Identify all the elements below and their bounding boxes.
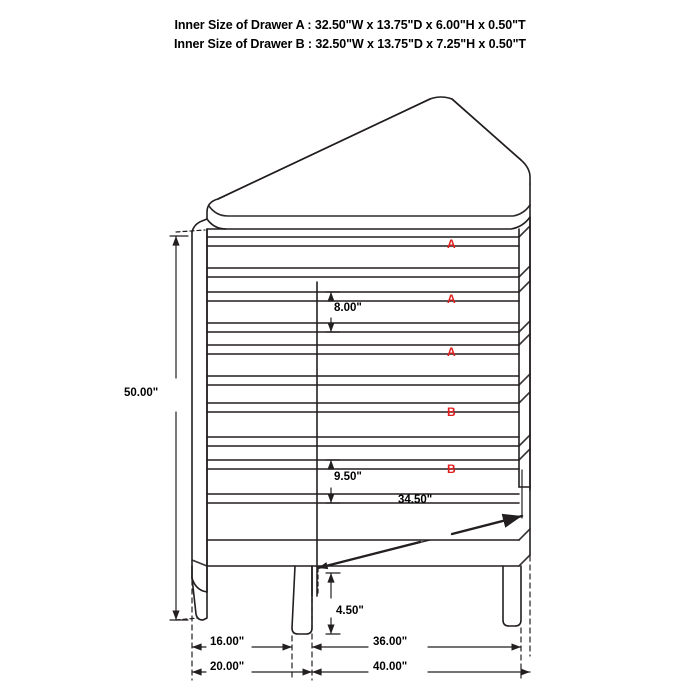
drawer-label: B [447,462,456,476]
dimension-overall-height: 50.00" [124,387,159,399]
drawer-label: A [447,292,456,306]
dimension-side-depth: 16.00" [210,636,245,648]
drawer-label: B [447,405,456,419]
dimension-leg-height: 4.50" [336,605,364,617]
header-line-2: Inner Size of Drawer B : 32.50"W x 13.75"D x 7.25"H x 0.50"T [174,37,526,51]
drawer-label: A [447,237,456,251]
drawer-label: A [447,345,456,359]
header-line-1: Inner Size of Drawer A : 32.50"W x 13.75"D x 6.00"H x 0.50"T [174,18,526,32]
dimension-front-width: 36.00" [373,636,408,648]
dimension-drawer-width: 34.50" [398,494,433,506]
dimension-drawer-b-height: 9.50" [334,471,362,483]
dimension-overall-depth: 20.00" [210,661,245,673]
dimension-overall-width: 40.00" [373,661,408,673]
dimension-drawer-a-height: 8.00" [334,302,362,314]
